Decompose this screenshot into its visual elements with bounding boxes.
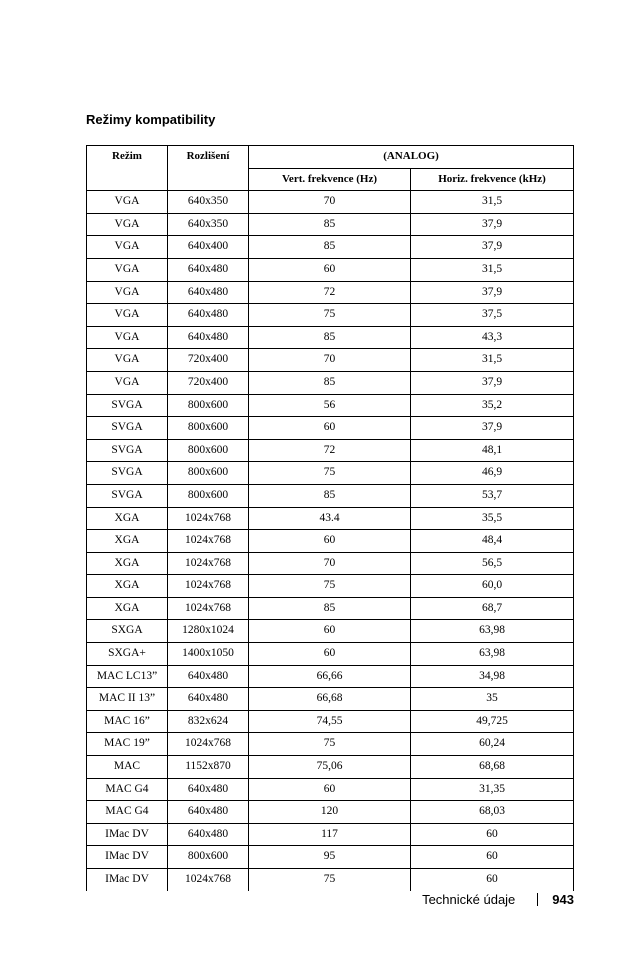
cell-vert-frequency: 43.4	[249, 507, 411, 530]
cell-vert-frequency: 60	[249, 778, 411, 801]
footer-section-title: Technické údaje	[422, 892, 516, 907]
table-row	[87, 304, 574, 327]
cell-mode: VGA	[87, 304, 168, 327]
cell-resolution: 640x480	[168, 281, 249, 304]
cell-horiz-frequency: 60	[411, 823, 574, 846]
table-row	[87, 484, 574, 507]
cell-resolution: 720x400	[168, 349, 249, 372]
table-row	[87, 213, 574, 236]
header-resolution: Rozlišení	[168, 146, 249, 191]
table-row	[87, 462, 574, 485]
cell-resolution: 640x350	[168, 191, 249, 214]
table-row	[87, 756, 574, 779]
cell-horiz-frequency: 31,5	[411, 258, 574, 281]
table-row	[87, 778, 574, 801]
cell-mode: XGA	[87, 530, 168, 553]
table-row	[87, 236, 574, 259]
cell-horiz-frequency: 35,2	[411, 394, 574, 417]
cell-vert-frequency: 120	[249, 801, 411, 824]
table-row	[87, 507, 574, 530]
table-row	[87, 349, 574, 372]
cell-mode: IMac DV	[87, 846, 168, 869]
cell-horiz-frequency: 35	[411, 688, 574, 711]
cell-mode: VGA	[87, 326, 168, 349]
cell-vert-frequency: 85	[249, 213, 411, 236]
cell-vert-frequency: 75	[249, 304, 411, 327]
header-vert-frequency: Vert. frekvence (Hz)	[249, 168, 411, 191]
cell-mode: XGA	[87, 552, 168, 575]
table-header	[87, 146, 574, 191]
table-row	[87, 597, 574, 620]
cell-horiz-frequency: 63,98	[411, 643, 574, 666]
cell-vert-frequency: 85	[249, 484, 411, 507]
table-row	[87, 846, 574, 869]
cell-horiz-frequency: 37,9	[411, 371, 574, 394]
cell-resolution: 1024x768	[168, 575, 249, 598]
cell-horiz-frequency: 48,1	[411, 439, 574, 462]
cell-vert-frequency: 74,55	[249, 710, 411, 733]
cell-mode: VGA	[87, 281, 168, 304]
table-row	[87, 552, 574, 575]
table-row	[87, 417, 574, 440]
cell-vert-frequency: 72	[249, 439, 411, 462]
cell-mode: IMac DV	[87, 823, 168, 846]
cell-vert-frequency: 70	[249, 191, 411, 214]
table-row	[87, 326, 574, 349]
cell-resolution: 1024x768	[168, 733, 249, 756]
cell-mode: SVGA	[87, 394, 168, 417]
cell-mode: SVGA	[87, 462, 168, 485]
cell-vert-frequency: 75	[249, 462, 411, 485]
cell-resolution: 800x600	[168, 462, 249, 485]
table-row	[87, 371, 574, 394]
cell-horiz-frequency: 37,9	[411, 213, 574, 236]
cell-mode: VGA	[87, 349, 168, 372]
cell-mode: XGA	[87, 575, 168, 598]
cell-resolution: 1024x768	[168, 552, 249, 575]
cell-resolution: 1280x1024	[168, 620, 249, 643]
section-title: Režimy kompatibility	[86, 112, 216, 127]
cell-horiz-frequency: 37,9	[411, 281, 574, 304]
cell-vert-frequency: 72	[249, 281, 411, 304]
table-row	[87, 258, 574, 281]
table-body	[87, 191, 574, 891]
cell-mode: VGA	[87, 371, 168, 394]
cell-horiz-frequency: 63,98	[411, 620, 574, 643]
page-footer	[422, 892, 574, 907]
cell-mode: MAC 19”	[87, 733, 168, 756]
cell-resolution: 640x400	[168, 236, 249, 259]
cell-vert-frequency: 85	[249, 326, 411, 349]
cell-vert-frequency: 66,66	[249, 665, 411, 688]
cell-mode: SXGA	[87, 620, 168, 643]
cell-mode: SVGA	[87, 417, 168, 440]
cell-horiz-frequency: 31,5	[411, 191, 574, 214]
table-row	[87, 801, 574, 824]
cell-resolution: 800x600	[168, 439, 249, 462]
cell-horiz-frequency: 56,5	[411, 552, 574, 575]
table-row	[87, 439, 574, 462]
cell-horiz-frequency: 68,03	[411, 801, 574, 824]
cell-horiz-frequency: 48,4	[411, 530, 574, 553]
cell-vert-frequency: 56	[249, 394, 411, 417]
cell-mode: XGA	[87, 507, 168, 530]
cell-vert-frequency: 95	[249, 846, 411, 869]
cell-horiz-frequency: 31,35	[411, 778, 574, 801]
cell-mode: MAC	[87, 756, 168, 779]
cell-resolution: 640x350	[168, 213, 249, 236]
cell-vert-frequency: 60	[249, 417, 411, 440]
cell-resolution: 640x480	[168, 304, 249, 327]
cell-mode: MAC 16”	[87, 710, 168, 733]
page-number: 943	[552, 892, 574, 907]
cell-vert-frequency: 117	[249, 823, 411, 846]
cell-resolution: 640x480	[168, 823, 249, 846]
cell-resolution: 720x400	[168, 371, 249, 394]
cell-horiz-frequency: 35,5	[411, 507, 574, 530]
cell-horiz-frequency: 34,98	[411, 665, 574, 688]
cell-resolution: 640x480	[168, 688, 249, 711]
cell-vert-frequency: 75	[249, 733, 411, 756]
cell-resolution: 640x480	[168, 778, 249, 801]
cell-mode: IMac DV	[87, 869, 168, 891]
compatibility-table	[86, 145, 574, 891]
table-row	[87, 530, 574, 553]
cell-mode: VGA	[87, 258, 168, 281]
cell-mode: VGA	[87, 236, 168, 259]
cell-vert-frequency: 66,68	[249, 688, 411, 711]
cell-vert-frequency: 75	[249, 575, 411, 598]
cell-vert-frequency: 70	[249, 552, 411, 575]
cell-horiz-frequency: 68,68	[411, 756, 574, 779]
cell-vert-frequency: 75	[249, 869, 411, 891]
cell-horiz-frequency: 37,9	[411, 236, 574, 259]
cell-horiz-frequency: 31,5	[411, 349, 574, 372]
cell-vert-frequency: 60	[249, 530, 411, 553]
cell-mode: VGA	[87, 191, 168, 214]
cell-vert-frequency: 70	[249, 349, 411, 372]
cell-horiz-frequency: 60,24	[411, 733, 574, 756]
header-mode: Režim	[87, 146, 168, 191]
table-row	[87, 643, 574, 666]
cell-horiz-frequency: 53,7	[411, 484, 574, 507]
cell-vert-frequency: 85	[249, 371, 411, 394]
header-horiz-frequency: Horiz. frekvence (kHz)	[411, 168, 574, 191]
cell-mode: SXGA+	[87, 643, 168, 666]
table-row	[87, 688, 574, 711]
table-row	[87, 823, 574, 846]
cell-mode: MAC II 13”	[87, 688, 168, 711]
table-row	[87, 394, 574, 417]
cell-horiz-frequency: 46,9	[411, 462, 574, 485]
cell-resolution: 800x600	[168, 417, 249, 440]
cell-horiz-frequency: 49,725	[411, 710, 574, 733]
table-row	[87, 665, 574, 688]
cell-resolution: 800x600	[168, 846, 249, 869]
cell-vert-frequency: 75,06	[249, 756, 411, 779]
cell-vert-frequency: 85	[249, 597, 411, 620]
cell-mode: XGA	[87, 597, 168, 620]
cell-horiz-frequency: 37,5	[411, 304, 574, 327]
footer-separator	[537, 893, 538, 906]
cell-resolution: 1152x870	[168, 756, 249, 779]
table-row	[87, 733, 574, 756]
cell-resolution: 640x480	[168, 258, 249, 281]
cell-mode: MAC G4	[87, 801, 168, 824]
cell-resolution: 1024x768	[168, 597, 249, 620]
cell-resolution: 1024x768	[168, 869, 249, 891]
cell-resolution: 640x480	[168, 801, 249, 824]
cell-mode: SVGA	[87, 439, 168, 462]
cell-horiz-frequency: 37,9	[411, 417, 574, 440]
table-row	[87, 710, 574, 733]
cell-resolution: 640x480	[168, 326, 249, 349]
cell-vert-frequency: 85	[249, 236, 411, 259]
cell-resolution: 800x600	[168, 394, 249, 417]
cell-horiz-frequency: 68,7	[411, 597, 574, 620]
cell-mode: MAC LC13”	[87, 665, 168, 688]
cell-horiz-frequency: 60,0	[411, 575, 574, 598]
cell-resolution: 1400x1050	[168, 643, 249, 666]
cell-resolution: 640x480	[168, 665, 249, 688]
cell-resolution: 1024x768	[168, 507, 249, 530]
table-row	[87, 869, 574, 891]
cell-vert-frequency: 60	[249, 643, 411, 666]
cell-horiz-frequency: 43,3	[411, 326, 574, 349]
table-row	[87, 281, 574, 304]
table-row	[87, 191, 574, 214]
cell-resolution: 832x624	[168, 710, 249, 733]
cell-vert-frequency: 60	[249, 258, 411, 281]
cell-vert-frequency: 60	[249, 620, 411, 643]
header-analog: (ANALOG)	[249, 146, 574, 169]
cell-resolution: 800x600	[168, 484, 249, 507]
cell-mode: VGA	[87, 213, 168, 236]
cell-horiz-frequency: 60	[411, 846, 574, 869]
cell-mode: MAC G4	[87, 778, 168, 801]
cell-horiz-frequency: 60	[411, 869, 574, 891]
table-row	[87, 620, 574, 643]
cell-resolution: 1024x768	[168, 530, 249, 553]
table-row	[87, 575, 574, 598]
cell-mode: SVGA	[87, 484, 168, 507]
